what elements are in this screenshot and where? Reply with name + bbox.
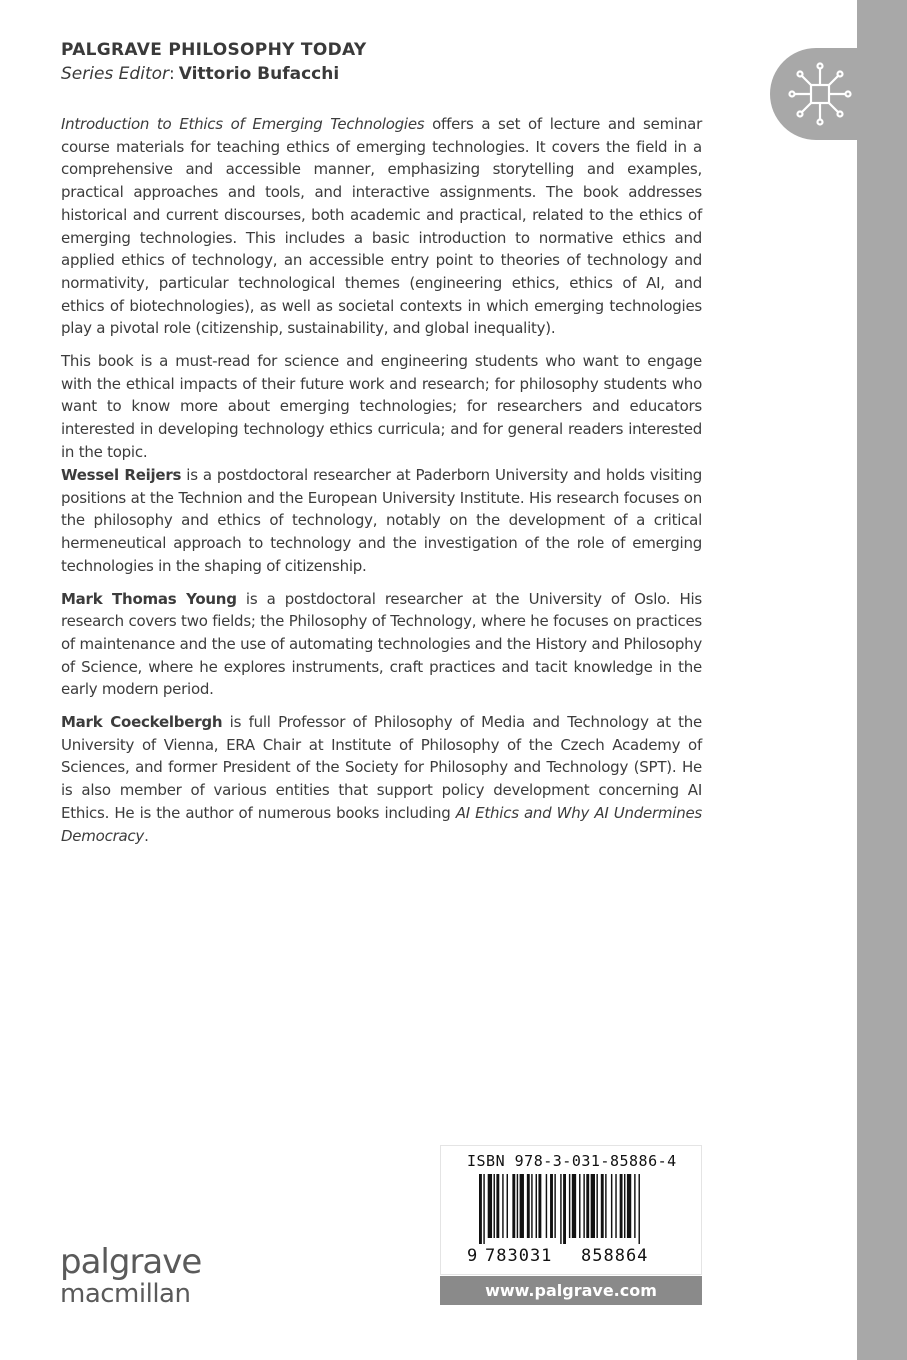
barcode-bar [554,1174,555,1238]
barcode-bar [507,1174,508,1238]
author-bio-text: is a postdoctoral researcher at the University of Oslo. His research covers two fields; the Philosophy of Technology, where he focuses on practices of maintenance and the use of automating technologies and the History and Philosophy of Science, where he explores instruments, craft practices and tacit knowledge in the early modern period. [61,589,702,699]
blurb-paragraph [61,113,702,340]
barcode-bar [502,1174,503,1238]
barcode-bar [611,1174,612,1238]
barcode-bar [627,1174,631,1238]
author-name: Mark Coeckelbergh [61,713,223,732]
logo-line-macmillan: macmillan [60,1279,191,1309]
book-title: Introduction to Ethics of Emerging Technologies [61,115,425,133]
publisher-website: www.palgrave.com [440,1276,702,1305]
author-bios [61,464,702,857]
barcode-bar [572,1174,576,1238]
barcode-bar [634,1174,635,1238]
ean-first-digit: 9 [467,1246,478,1266]
author-name: Wessel Reijers [61,466,182,484]
series-title: PALGRAVE PHILOSOPHY TODAY [61,40,367,60]
series-editor: Series Editor: Vittorio Bufacchi [61,64,340,84]
barcode-bar [483,1174,484,1244]
barcode-bar [586,1174,589,1238]
author-bio-text: is full Professor of Philosophy of Media and Technology at the University of Vienna, ERA Chair at Institute of Philosophy of the Czech Academy of Sciences, and former President of the Society for Philosophy and Technology (SPT). He is also member of various entities that support policy development concerning AI Ethics. He is the author of numerous books including [61,713,702,822]
barcode-bar [569,1174,570,1238]
author-name: Mark Thomas Young [61,589,237,608]
barcode-bar [520,1174,524,1238]
palgrave-macmillan-logo [60,1244,201,1308]
barcode-bar [579,1174,580,1238]
author-bio [61,464,702,578]
blurb-text: offers a set of lecture and seminar course materials for teaching ethics of emerging technologies. It covers the field in a comprehensive and accessible manner, emphasizing storytelling and examples, practical approaches and tools, and interactive assignments. The book addresses historical and current discourses, both academic and practical, related to the ethics of emerging technologies. This includes a basic introduction to normative ethics and applied ethics of technology, an accessible entry point to theories of technology and normativity, particular technological themes (engineering ethics, ethics of AI, and ethics of biotechnologies), as well as societal contexts in which emerging technologies play a pivotal role (citizenship, sustainability, and global inequality). [61,115,702,338]
ean-right-digits: 858864 [581,1246,649,1266]
author-bio [61,588,702,702]
barcode-bar [591,1174,595,1238]
barcode-bar [494,1174,495,1238]
barcode-bar [479,1174,482,1244]
barcode-bar [583,1174,584,1238]
ean-left-digits: 783031 [485,1246,553,1266]
barcode-bar [496,1174,499,1238]
barcode-bar [538,1174,541,1238]
palgrave-network-icon [784,58,856,130]
isbn-barcode [440,1145,702,1275]
palgrave-logo-tab [770,48,870,140]
barcode-bar [560,1174,561,1244]
author-bio-text: is a postdoctoral researcher at Paderborn University and holds visiting positions at the Technion and the European University Institute. His research focuses on the philosophy and ethics of technology, notably on the development of a critical hermeneutical approach to technology and the investigation of the role of emerging technologies in the shaping of citizenship. [61,466,702,575]
barcode-bar [601,1174,604,1238]
author-bio [61,711,702,847]
barcode-bar [624,1174,625,1238]
barcode-bar [596,1174,597,1238]
barcode-bar [563,1174,566,1244]
barcode-bar [531,1174,532,1238]
author-books: AI Ethics and Why AI Undermines Democracy [61,803,702,845]
logo-line-palgrave: palgrave [60,1242,202,1282]
barcode-bar [639,1174,640,1244]
barcode-bar [546,1174,547,1238]
isbn-label: ISBN 978-3-031-85886-4 [467,1152,677,1170]
spine-strip [857,0,907,1360]
series-editor-name: Vittorio Bufacchi [178,64,340,84]
barcode-bar [620,1174,623,1238]
book-blurb [61,113,702,474]
barcode-bar [536,1174,537,1238]
barcode-bars [479,1174,675,1244]
barcode-bar [527,1174,530,1238]
barcode-bar [605,1174,606,1238]
barcode-bar [517,1174,518,1238]
barcode-bar [550,1174,553,1238]
barcode-bar [488,1174,492,1238]
blurb-paragraph-audience: This book is a must-read for science and engineering students who want to engage with the ethical impacts of their future work and research; for philosophy students who want to know more about emerging technologies; for researchers and educators interested in developing technology ethics curricula; and for general readers interested in the topic. [61,352,702,461]
barcode-bar [615,1174,616,1238]
barcode-bar [512,1174,515,1238]
series-editor-label: Series Editor [61,64,169,84]
author-bio-end: . [144,826,149,845]
